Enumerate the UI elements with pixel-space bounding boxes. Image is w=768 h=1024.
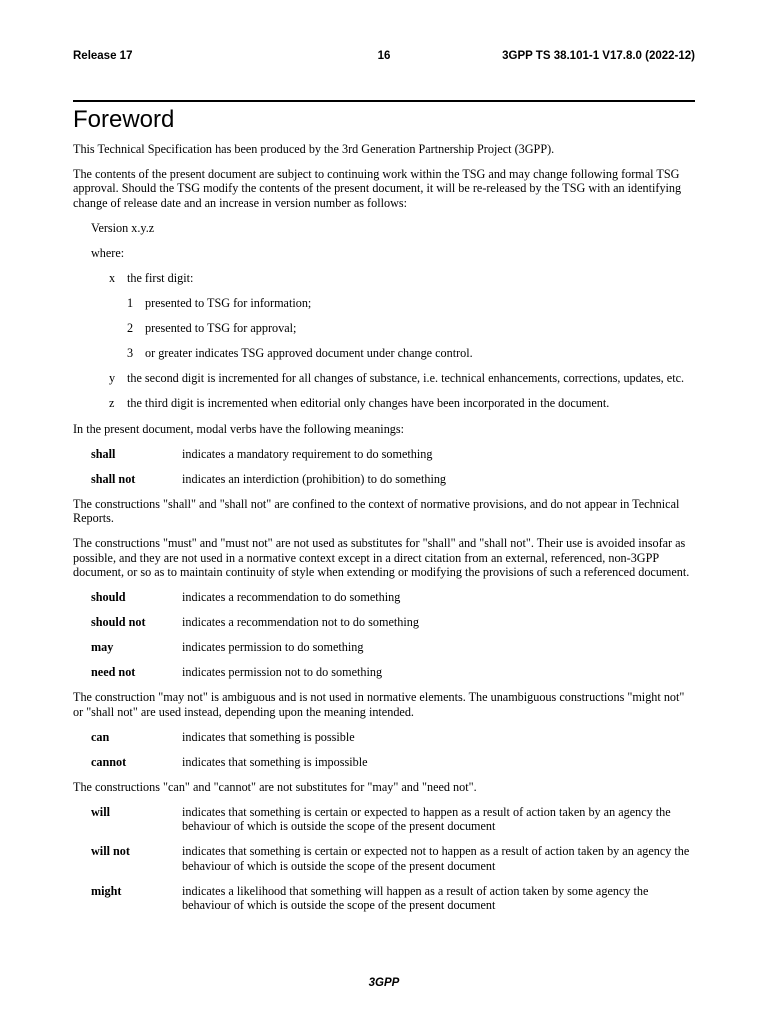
term-label: should bbox=[91, 589, 126, 604]
term-definition: indicates permission to do something bbox=[182, 640, 364, 655]
section-title: Foreword bbox=[73, 106, 175, 133]
list-text: presented to TSG for information; bbox=[145, 296, 312, 311]
term-label: cannot bbox=[91, 754, 127, 769]
term-label: will bbox=[91, 804, 110, 819]
list-key: x bbox=[109, 270, 116, 285]
list-text: the first digit: bbox=[127, 270, 194, 285]
paragraph: In the present document, modal verbs have the following meanings: bbox=[73, 421, 405, 436]
version-digit-z bbox=[109, 396, 695, 410]
term-row bbox=[91, 730, 695, 744]
term-definition: indicates that something is possible bbox=[182, 729, 355, 744]
term-definition: indicates a recommendation to do something bbox=[182, 589, 401, 604]
paragraph: The constructions "shall" and "shall not" are confined to the context of normative provisions, and do not appear in Technical Reports. bbox=[73, 496, 680, 526]
term-definition: indicates a recommendation not to do something bbox=[182, 614, 419, 629]
list-text: the third digit is incremented when editorial only changes have been incorporated in the document. bbox=[127, 396, 610, 411]
document-body bbox=[73, 142, 695, 923]
list-text: presented to TSG for approval; bbox=[145, 321, 297, 336]
term-row bbox=[91, 447, 695, 461]
paragraph: The constructions "must" and "must not" are not used as substitutes for "shall" and "shall not". Their use is avoided insofar as possible, and they are not used in a normative context except in a direct citation from an external, referenced, non-3GPP document, or so as to maintain continuity of style when extending or modifying the provisions of such a referenced document. bbox=[73, 536, 690, 579]
term-definition: indicates an interdiction (prohibition) to do something bbox=[182, 471, 447, 486]
page-header bbox=[73, 50, 695, 66]
list-key: 3 bbox=[127, 346, 134, 361]
term-definition: indicates permission not to do something bbox=[182, 665, 383, 680]
spec-id: 3GPP TS 38.101-1 V17.8.0 (2022-12) bbox=[502, 50, 695, 62]
version-format: Version x.y.z bbox=[91, 220, 155, 235]
version-where: where: bbox=[91, 245, 125, 260]
version-x-item bbox=[127, 321, 695, 335]
list-text: or greater indicates TSG approved document under change control. bbox=[145, 346, 473, 361]
term-label: might bbox=[91, 883, 122, 898]
paragraph: The contents of the present document are subject to continuing work within the TSG and may change following formal TSG approval. Should the TSG modify the contents of the present document, it will be re-released by the TSG with an identifying change of release date and an increase in version number as follows: bbox=[73, 167, 682, 210]
term-row bbox=[91, 640, 695, 654]
paragraph: The construction "may not" is ambiguous and is not used in normative elements. The unambiguous constructions "might not" or "shall not" are used instead, depending upon the meaning intended. bbox=[73, 690, 685, 719]
page-number: 16 bbox=[377, 50, 391, 62]
heading-rule bbox=[73, 100, 695, 102]
version-digit-x bbox=[109, 271, 695, 285]
term-label: can bbox=[91, 729, 110, 744]
term-row bbox=[91, 844, 695, 873]
term-label: need not bbox=[91, 665, 136, 680]
term-label: should not bbox=[91, 614, 146, 629]
page-footer: 3GPP bbox=[368, 977, 400, 989]
term-row bbox=[91, 884, 695, 913]
term-definition: indicates a mandatory requirement to do something bbox=[182, 446, 433, 461]
term-row bbox=[91, 805, 695, 834]
list-text: the second digit is incremented for all changes of substance, i.e. technical enhancements, corrections, updates, etc. bbox=[127, 371, 685, 386]
list-key: 1 bbox=[127, 296, 134, 311]
list-key: z bbox=[109, 396, 115, 411]
release-label: Release 17 bbox=[73, 50, 133, 62]
list-key: y bbox=[109, 371, 116, 386]
paragraph: This Technical Specification has been produced by the 3rd Generation Partnership Project (3GPP). bbox=[73, 142, 555, 156]
term-row bbox=[91, 590, 695, 604]
term-definition: indicates a likelihood that something will happen as a result of action taken by some agency the behaviour of which is outside the scope of the present document bbox=[182, 883, 649, 913]
term-label: shall bbox=[91, 446, 116, 461]
list-key: 2 bbox=[127, 321, 134, 336]
term-definition: indicates that something is impossible bbox=[182, 754, 368, 769]
term-row bbox=[91, 615, 695, 629]
version-x-item bbox=[127, 296, 695, 310]
paragraph: The constructions "can" and "cannot" are not substitutes for "may" and "need not". bbox=[73, 779, 477, 794]
term-definition: indicates that something is certain or expected not to happen as a result of action taken by an agency the behaviour of which is outside the scope of the present document bbox=[182, 844, 690, 873]
version-digit-y bbox=[109, 371, 695, 385]
term-definition: indicates that something is certain or expected to happen as a result of action taken by an agency the behaviour of which is outside the scope of the present document bbox=[182, 804, 671, 834]
term-label: shall not bbox=[91, 471, 136, 486]
term-row bbox=[91, 472, 695, 486]
term-label: will not bbox=[91, 844, 130, 859]
term-row bbox=[91, 755, 695, 769]
term-row bbox=[91, 665, 695, 679]
term-label: may bbox=[91, 640, 114, 655]
version-x-item bbox=[127, 346, 695, 360]
